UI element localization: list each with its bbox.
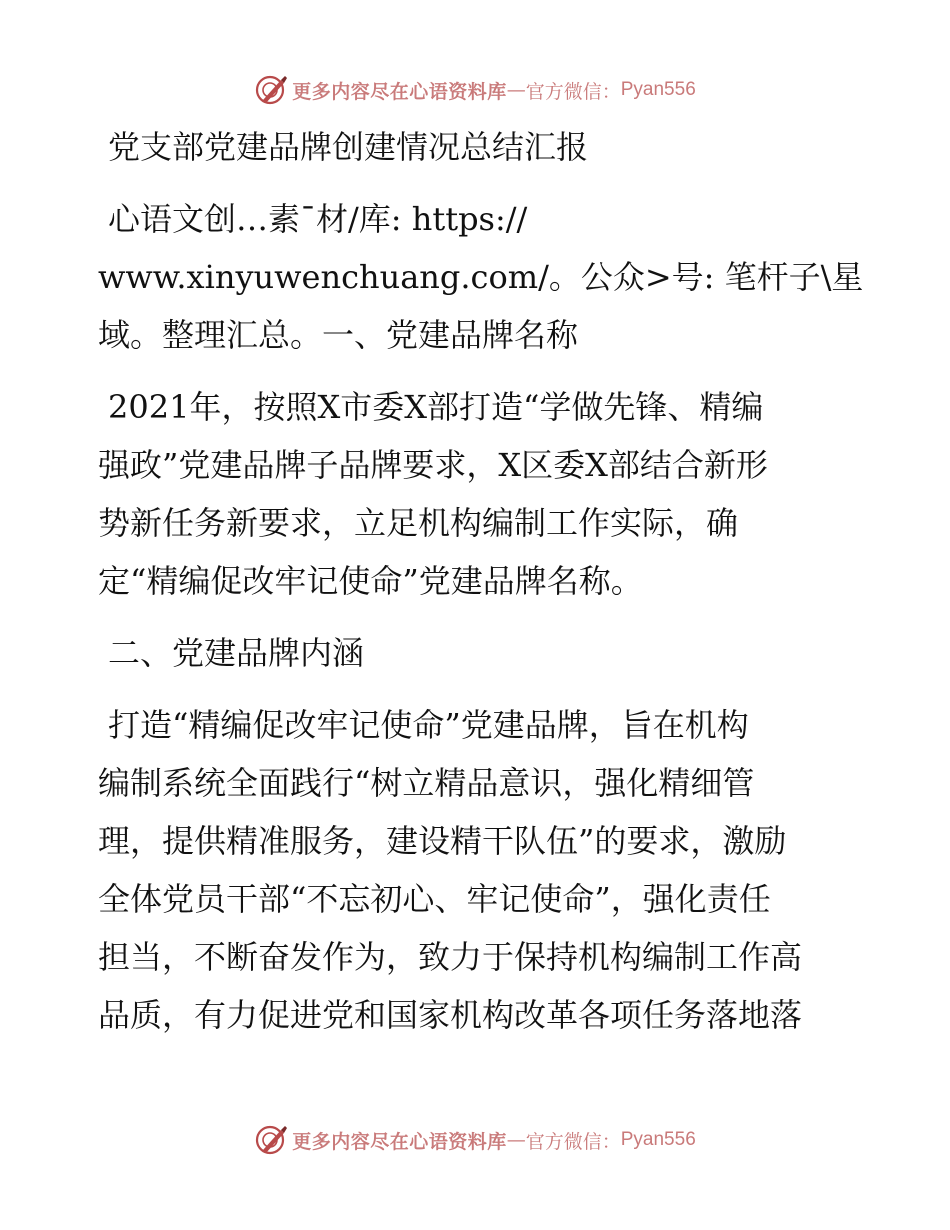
paragraph-line: 打造“精编促改牢记使命”党建品牌，旨在机构 [108,706,749,744]
pen-nib-logo-icon [254,1123,288,1157]
paragraph-source-note [98,190,864,364]
paragraph-line: www.xinyuwenchuang.com/。公众>号: 笔杆子\星 [98,258,864,296]
watermark-wechat-label: 官方微信： [525,1130,621,1153]
section-heading-brand-connotation [98,624,850,682]
paragraph-line: 势新任务新要求，立足机构编制工作实际，确 [98,504,739,542]
paragraph-line: 担当，不断奋发作为，致力于保持机构编制工作高 [98,938,803,976]
header-watermark-banner [0,70,950,110]
watermark-site-text: 更多内容尽在心语资料库 [292,1130,507,1153]
document-body [98,118,864,1044]
watermark-site-text: 更多内容尽在心语资料库 [292,80,507,103]
paragraph-line: 2021年，按照X市委X部打造“学做先锋、精编 [108,388,764,426]
watermark-separator: — [506,1129,526,1151]
document-title: 党支部党建品牌创建情况总结汇报 [108,128,589,166]
paragraph-line: 定“精编促改牢记使命”党建品牌名称。 [98,562,643,600]
paragraph-line: 强政”党建品牌子品牌要求，X区委X部结合新形 [98,446,768,484]
watermark-wechat-id: Pyan556 [620,79,696,100]
pen-nib-logo-icon [254,73,288,107]
watermark-wechat-id: Pyan556 [620,1129,696,1150]
paragraph-line: 全体党员干部“不忘初心、牢记使命”，强化责任 [98,880,771,918]
paragraph-line: 心语文创…素¯材/库: https:// [108,200,528,238]
paragraph-line: 编制系统全面践行“树立精品意识，强化精细管 [98,764,755,802]
section-heading: 二、党建品牌内涵 [108,634,365,672]
watermark-wechat-label: 官方微信： [525,80,621,103]
paragraph-line: 理，提供精准服务，建设精干队伍”的要求，激励 [98,822,787,860]
paragraph-line: 域。整理汇总。一、党建品牌名称 [98,316,579,354]
footer-watermark-banner [0,1120,950,1160]
paragraph-brand-connotation [98,696,850,1044]
paragraph-line: 品质，有力促进党和国家机构改革各项任务落地落 [98,996,803,1034]
paragraph-brand-name [98,378,850,610]
watermark-separator: — [506,79,526,101]
